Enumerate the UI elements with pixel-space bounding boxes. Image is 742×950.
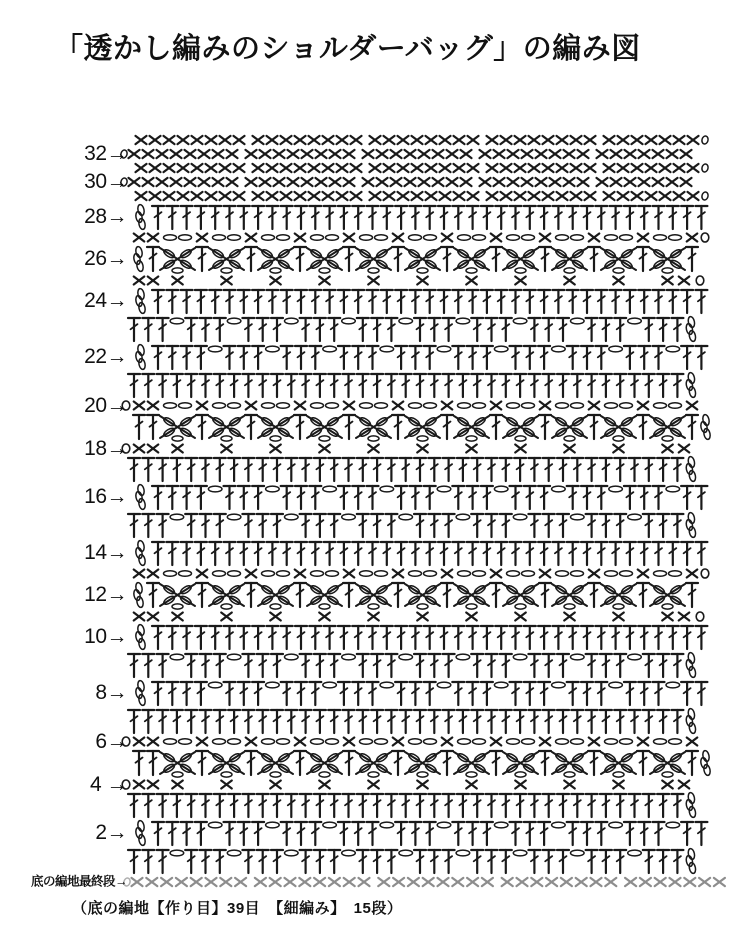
chart-row-15 [0, 511, 742, 539]
row-symbols-dc [0, 791, 742, 819]
row-symbols-mesh [0, 847, 742, 875]
row-label-14: 14→ [84, 541, 127, 565]
row-label-4: 4 → [89, 772, 127, 796]
row-symbols-xtop [0, 231, 742, 244]
chart-row-16 [0, 483, 742, 511]
chart-row-4 [0, 772, 742, 796]
row-label-2: 2→ [95, 821, 127, 845]
chart-row-32 [0, 142, 742, 166]
row-symbols-xtop [0, 567, 742, 580]
chart-row-24 [0, 287, 742, 315]
chart-row-23 [0, 315, 742, 343]
chart-row-11 [0, 610, 742, 623]
chart-row-22 [0, 343, 742, 371]
chart-row-3 [0, 791, 742, 819]
chart-row-0 [0, 875, 742, 889]
row-label-26: 26→ [84, 247, 127, 271]
row-label-0: 底の編地最終段→ [30, 874, 127, 889]
page-title: 「透かし編みのショルダーバッグ」の編み図 [54, 33, 641, 65]
chart-row-12 [0, 580, 742, 610]
row-label-20: 20→ [84, 393, 127, 417]
chart-row-29 [0, 189, 742, 203]
chart-row-1 [0, 847, 742, 875]
chart-row-8 [0, 679, 742, 707]
row-symbols-mesh [0, 651, 742, 679]
chart-row-28 [0, 203, 742, 231]
row-label-8: 8→ [95, 681, 127, 705]
row-label-10: 10→ [84, 625, 127, 649]
chart-row-20 [0, 393, 742, 417]
chart-row-10 [0, 623, 742, 651]
row-symbols-dc [0, 455, 742, 483]
row-symbols-xbase [0, 274, 742, 287]
row-label-28: 28→ [84, 205, 127, 229]
chart-row-30 [0, 170, 742, 194]
row-symbols-xbase [0, 610, 742, 623]
crochet-chart [0, 133, 742, 889]
row-label-30: 30→ [84, 170, 127, 194]
chart-row-6 [0, 729, 742, 753]
row-label-24: 24→ [84, 289, 127, 313]
row-label-16: 16→ [84, 485, 127, 509]
chart-row-13 [0, 567, 742, 580]
row-symbols-sc [0, 189, 742, 203]
bottom-caption: （底の編地【作り目】39目 【細編み】 15段） [72, 900, 403, 917]
chart-row-2 [0, 819, 742, 847]
row-label-12: 12→ [84, 583, 127, 607]
chart-row-18 [0, 436, 742, 460]
row-label-18: 18→ [84, 436, 127, 460]
chart-row-26 [0, 244, 742, 274]
row-label-6: 6→ [95, 729, 127, 753]
chart-row-27 [0, 231, 742, 244]
chart-row-14 [0, 539, 742, 567]
chart-row-9 [0, 651, 742, 679]
row-label-32: 32→ [84, 142, 127, 166]
row-symbols-mesh [0, 315, 742, 343]
row-label-22: 22→ [84, 345, 127, 369]
row-symbols-mesh [0, 511, 742, 539]
chart-row-25 [0, 274, 742, 287]
chart-row-17 [0, 455, 742, 483]
